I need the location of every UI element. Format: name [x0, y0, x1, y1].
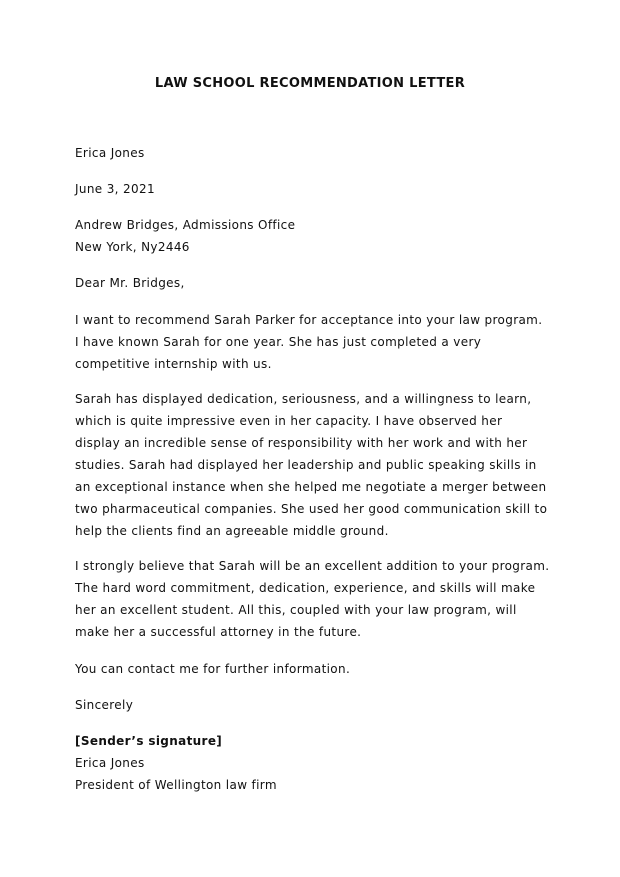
letter-title: LAW SCHOOL RECOMMENDATION LETTER [154, 76, 466, 91]
recipient-line-1: Andrew Bridges, Admissions Office [75, 218, 296, 232]
paragraph-line: I strongly believe that Sarah will be an excellent addition to your program. [75, 559, 550, 573]
paragraph-line: The hard word commitment, dedication, experience, and skills will make [75, 581, 536, 595]
closing-text: Sincerely [75, 698, 134, 712]
paragraph-line: Sarah has displayed dedication, seriousness, and a willingness to learn, [75, 392, 532, 406]
signature-name: Erica Jones [75, 756, 145, 770]
closing [75, 694, 555, 716]
paragraph-line: two pharmaceutical companies. She used her good communication skill to [75, 502, 548, 516]
paragraph-line: display an incredible sense of responsibility with her work and with her [75, 436, 528, 450]
paragraph-line: studies. Sarah had displayed her leadership and public speaking skills in [75, 458, 537, 472]
paragraph-belief [75, 555, 555, 643]
paragraph-line: make her a successful attorney in the future. [75, 625, 362, 639]
paragraph-line: which is quite impressive even in her capacity. I have observed her [75, 414, 503, 428]
paragraph-line: You can contact me for further information. [75, 662, 351, 676]
paragraph-contact [75, 658, 555, 680]
signature-position: President of Wellington law firm [75, 778, 277, 792]
paragraph-intro [75, 309, 555, 375]
paragraph-line: her an excellent student. All this, coupled with your law program, will [75, 603, 517, 617]
sender-name-text: Erica Jones [75, 146, 145, 160]
signature-block [75, 730, 555, 796]
salutation-text: Dear Mr. Bridges, [75, 276, 185, 290]
recipient-address [75, 214, 555, 258]
letter-date [75, 178, 555, 200]
paragraph-line: competitive internship with us. [75, 357, 272, 371]
signature-placeholder: [Sender’s signature] [75, 734, 223, 748]
recipient-line-2: New York, Ny2446 [75, 240, 190, 254]
paragraph-line: I want to recommend Sarah Parker for acceptance into your law program. [75, 313, 543, 327]
sender-name [75, 142, 555, 164]
paragraph-line: I have known Sarah for one year. She has just completed a very [75, 335, 482, 349]
paragraph-qualities [75, 388, 555, 542]
paragraph-line: help the clients find an agreeable middle ground. [75, 524, 389, 538]
letter-date-text: June 3, 2021 [75, 182, 155, 196]
paragraph-line: an exceptional instance when she helped me negotiate a merger between [75, 480, 547, 494]
salutation [75, 272, 555, 294]
